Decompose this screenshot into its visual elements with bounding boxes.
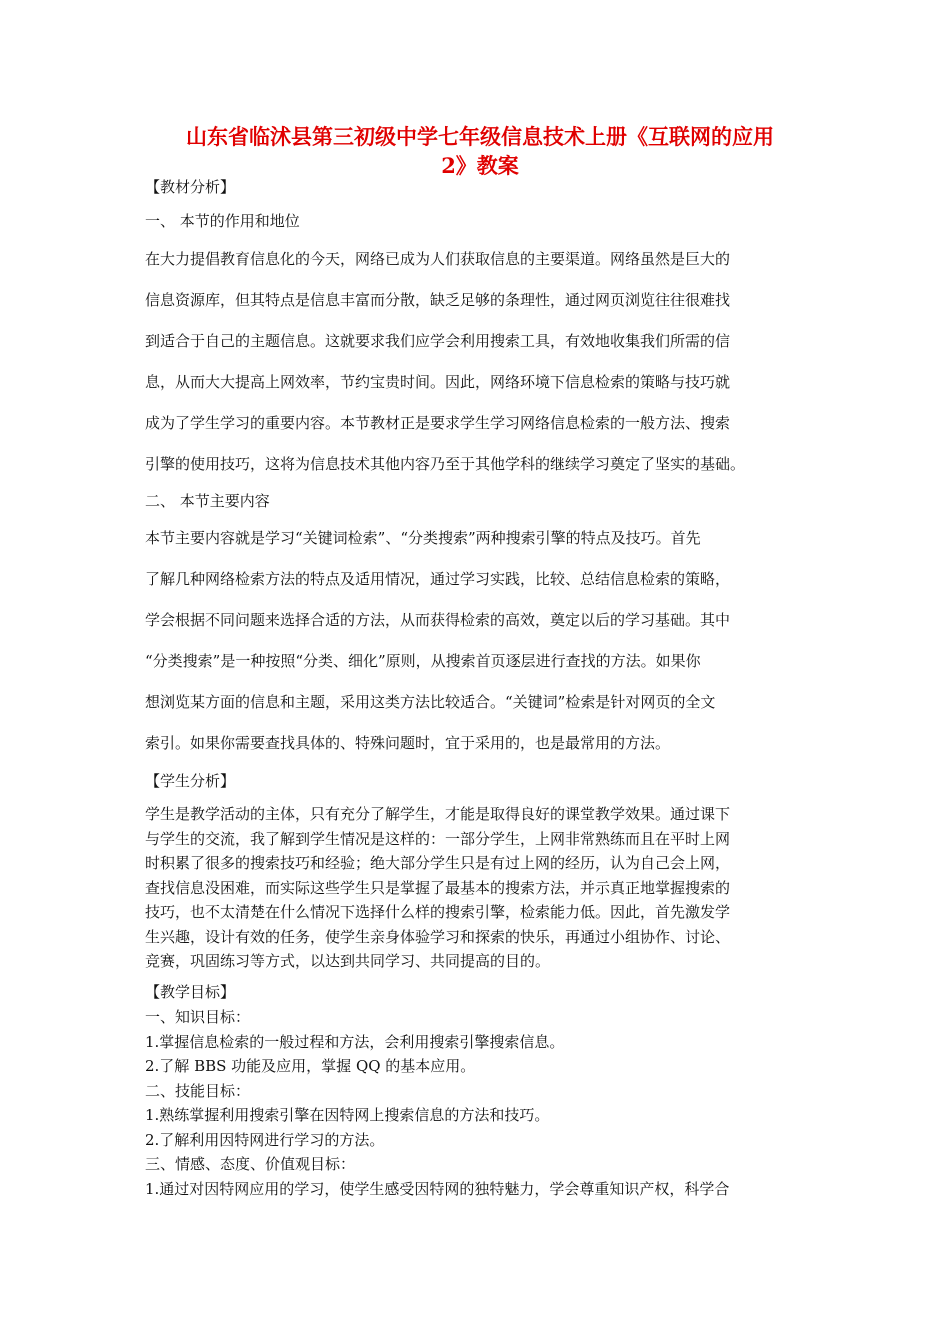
text-line: 引擎的使用技巧，这将为信息技术其他内容乃至于其他学科的继续学习奠定了坚实的基础。 [145,455,746,473]
text-line: “分类搜索”是一种按照“分类、细化”原则，从搜索首页逐层进行查找的方法。如果你 [145,652,701,670]
section-heading-student: 【学生分析】 [145,772,236,790]
text-line: 学会根据不同问题来选择合适的方法，从而获得检索的高效，奠定以后的学习基础。其中 [145,611,731,629]
goals-list [145,1005,815,1201]
text-line: 生兴趣，设计有效的任务，使学生亲身体验学习和探索的快乐，再通过小组协作、讨论、 [145,927,731,946]
paragraph-content [145,518,815,764]
subheading-content: 二、 本节主要内容 [145,492,270,510]
text-line: 技巧，也不太清楚在什么情况下选择什么样的搜索引擎，检索能力低。因此，首先激发学 [145,903,731,921]
text-line: 想浏览某方面的信息和主题，采用这类方法比较适合。“关键词”检索是针对网页的全文 [145,693,716,711]
goal-line: 1.熟练掌握利用搜索引擎在因特网上搜索信息的方法和技巧。 [145,1106,550,1124]
subheading-role: 一、 本节的作用和地位 [145,212,300,230]
text-line: 到适合于自己的主题信息。这就要求我们应学会利用搜索工具，有效地收集我们所需的信 [145,332,731,350]
goal-line: 二、技能目标： [145,1081,251,1100]
text-line: 在大力提倡教育信息化的今天，网络已成为人们获取信息的主要渠道。网络虽然是巨大的 [145,250,731,268]
paragraph-role [145,239,815,485]
title-line: 山东省临沭县第三初级中学七年级信息技术上册《互联网的应用 [186,124,774,149]
text-line: 时积累了很多的搜索技巧和经验；绝大部分学生只是有过上网的经历，认为自己会上网， [145,854,731,872]
text-line: 索引。如果你需要查找具体的、特殊问题时，宜于采用的，也是最常用的方法。 [145,734,671,752]
document-title [140,122,820,180]
section-heading-goals: 【教学目标】 [145,983,236,1001]
section-heading-material: 【教材分析】 [145,178,236,196]
text-line: 信息资源库，但其特点是信息丰富而分散，缺乏足够的条理性，通过网页浏览往往很难找 [145,291,731,309]
text-line: 息，从而大大提高上网效率，节约宝贵时间。因此，网络环境下信息检索的策略与技巧就 [145,373,731,391]
text-line: 与学生的交流，我了解到学生情况是这样的：一部分学生，上网非常熟练而且在平时上网 [145,829,731,848]
goal-line: 一、知识目标： [145,1008,251,1026]
goal-line: 1.通过对因特网应用的学习，使学生感受因特网的独特魅力，学会尊重知识产权，科学合 [145,1179,730,1198]
text-line: 了解几种网络检索方法的特点及适用情况，通过学习实践，比较、总结信息检索的策略， [145,570,731,588]
goal-line: 三、情感、态度、价值观目标： [145,1155,356,1173]
goal-line: 1.掌握信息检索的一般过程和方法，会利用搜索引擎搜索信息。 [145,1032,565,1051]
paragraph-student [145,802,815,974]
text-line: 竞赛，巩固练习等方式，以达到共同学习、共同提高的目的。 [145,952,551,970]
text-line: 成为了学生学习的重要内容。本节教材正是要求学生学习网络信息检索的一般方法、搜索 [145,414,731,432]
text-line: 学生是教学活动的主体，只有充分了解学生，才能是取得良好的课堂教学效果。通过课下 [145,805,731,823]
goal-line: 2.了解 BBS 功能及应用，掌握 QQ 的基本应用。 [145,1057,476,1075]
goal-line: 2.了解利用因特网进行学习的方法。 [145,1130,385,1149]
title-line: 2》教案 [441,153,519,178]
text-line: 查找信息没困难，而实际这些学生只是掌握了最基本的搜索方法，并示真正地掌握搜索的 [145,878,731,897]
text-line: 本节主要内容就是学习“关键词检索”、“分类搜索”两种搜索引擎的特点及技巧。首先 [145,529,701,547]
